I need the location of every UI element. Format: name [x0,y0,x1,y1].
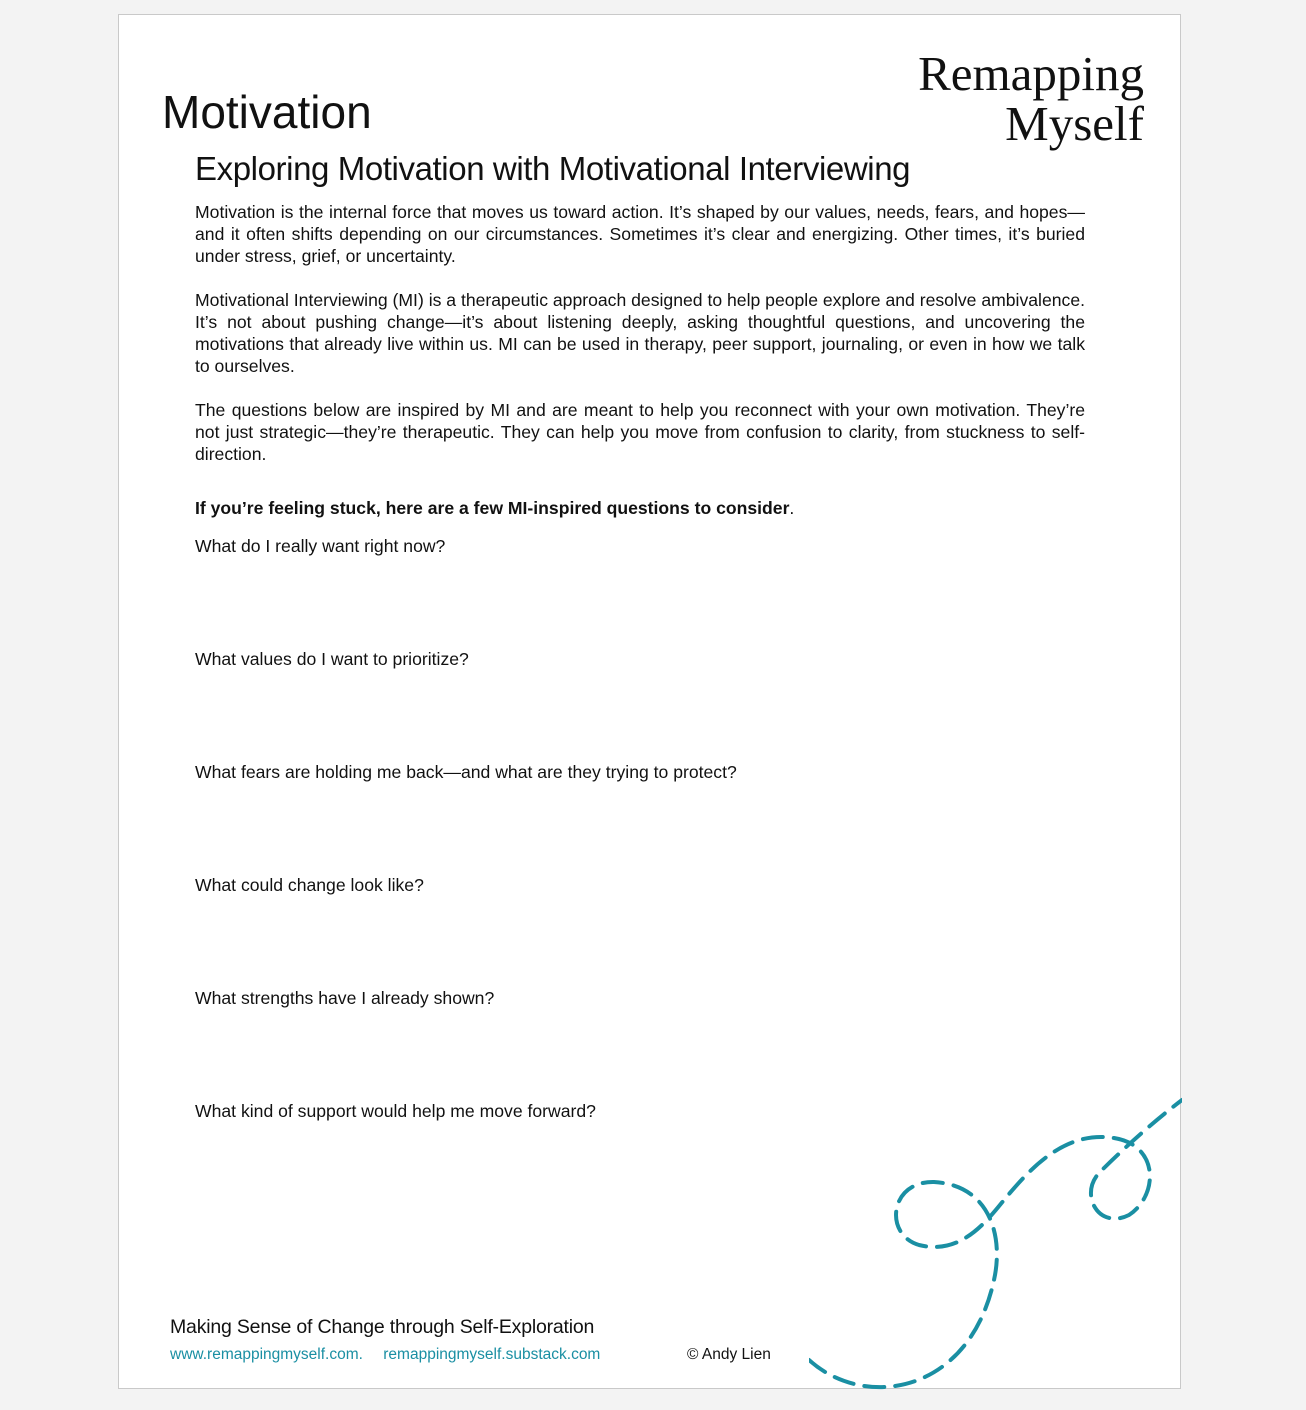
question-item: What do I really want right now? [195,536,446,556]
brand-line-2: Myself [1005,96,1144,151]
intro-text [195,201,1085,487]
brand-line-1: Remapping [918,46,1144,101]
paragraph-3: The questions below are inspired by MI and are meant to help you reconnect with your own motivation. They’re not just strategic—they’re therapeutic. They can help you move from confusion to clarity, from stuckness to self-direction. [195,400,1085,464]
question-item: What could change look like? [195,875,424,895]
footer-links [170,1345,600,1365]
questions-lead-period: . [789,498,795,518]
question-item: What values do I want to prioritize? [195,649,469,669]
question-item: What fears are holding me back—and what are they trying to protect? [195,762,737,782]
document-page [118,14,1181,1389]
website-link[interactable]: www.remappingmyself.com. [170,1346,363,1363]
brand-logo [918,46,1144,151]
page-title: Motivation [162,86,372,138]
question-item: What strengths have I already shown? [195,988,495,1008]
substack-link[interactable]: remappingmyself.substack.com [383,1346,601,1363]
questions-lead [195,497,794,519]
swirl-path [809,1100,1182,1387]
question-item: What kind of support would help me move forward? [195,1101,596,1121]
copyright-notice: © Andy Lien [687,1346,771,1363]
questions-lead-text: If you’re feeling stuck, here are a few MI-inspired questions to consider [195,498,790,518]
section-subtitle: Exploring Motivation with Motivational Interviewing [195,150,911,187]
paragraph-1: Motivation is the internal force that moves us toward action. It’s shaped by our values, needs, fears, and hopes—and it often shifts depending on our circumstances. Sometimes it’s clear and energizing. Other times, it’s buried under stress, grief, or uncertainty. [195,202,1085,266]
footer-tagline: Making Sense of Change through Self-Exploration [170,1316,595,1338]
paragraph-2: Motivational Interviewing (MI) is a therapeutic approach designed to help people explore and resolve ambivalence. It’s not about pushing change—it’s about listening deeply, asking thoughtful questions, and uncovering the motivations that already live within us. MI can be used in therapy, peer support, journaling, or even in how we talk to ourselves. [195,290,1085,376]
dashed-swirl-decoration [809,1075,1182,1390]
